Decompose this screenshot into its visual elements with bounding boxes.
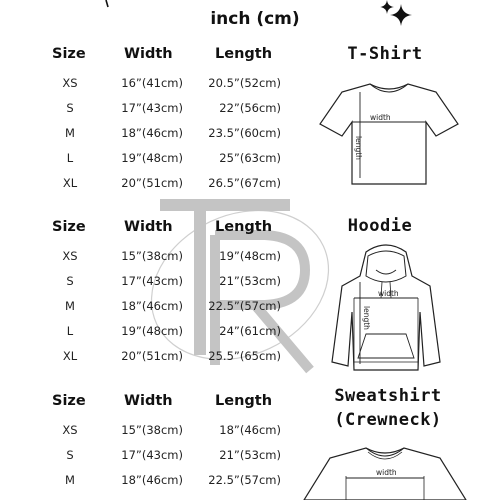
cell-size: S <box>66 448 74 462</box>
cell-length: 21”(53cm) <box>219 274 281 288</box>
sweatshirt-sublabel: (Crewneck) <box>334 410 442 430</box>
cell-length: 24”(61cm) <box>219 324 281 338</box>
cell-size: XL <box>62 176 78 190</box>
tshirt-length-label: length <box>354 136 363 160</box>
cell-length: 22.5”(57cm) <box>208 473 281 487</box>
cell-width: 20”(51cm) <box>121 176 183 190</box>
table-row <box>38 423 308 443</box>
cell-length: 18”(46cm) <box>219 423 281 437</box>
cell-length: 23.5”(60cm) <box>208 126 281 140</box>
table-row <box>38 324 308 344</box>
hoodie-diagram <box>330 242 442 374</box>
table-row <box>38 76 308 96</box>
cell-size: XS <box>62 249 78 263</box>
cropped-glyph <box>105 0 111 8</box>
cell-width: 20”(51cm) <box>121 349 183 363</box>
cell-size: M <box>65 126 75 140</box>
table-row <box>38 151 308 171</box>
hoodie-width-label: width <box>378 289 399 298</box>
cell-width: 19”(48cm) <box>121 324 183 338</box>
cell-size: S <box>66 274 74 288</box>
cell-width: 15”(38cm) <box>121 249 183 263</box>
cell-length: 22.5”(57cm) <box>208 299 281 313</box>
cell-size: S <box>66 101 74 115</box>
table-row <box>38 176 308 196</box>
cell-width: 17”(43cm) <box>121 448 183 462</box>
cell-length: 25”(63cm) <box>219 151 281 165</box>
cell-width: 16”(41cm) <box>121 76 183 90</box>
cell-length: 26.5”(67cm) <box>208 176 281 190</box>
cell-length: 20.5”(52cm) <box>208 76 281 90</box>
tshirt-diagram <box>318 78 460 190</box>
sweatshirt-label: Sweatshirt <box>334 386 442 406</box>
hoodie-label: Hoodie <box>347 216 413 236</box>
sparkle-icon <box>390 4 412 26</box>
header-width: Width <box>124 393 173 409</box>
cell-length: 19”(48cm) <box>219 249 281 263</box>
cell-length: 21”(53cm) <box>219 448 281 462</box>
header-length: Length <box>215 46 273 62</box>
table-row <box>38 249 308 269</box>
cell-size: XL <box>62 349 78 363</box>
cell-width: 19”(48cm) <box>121 151 183 165</box>
header-size: Size <box>52 219 86 235</box>
cell-width: 17”(43cm) <box>121 274 183 288</box>
cell-width: 15”(38cm) <box>121 423 183 437</box>
cell-width: 18”(46cm) <box>121 473 183 487</box>
cell-size: M <box>65 299 75 313</box>
tshirt-label: T-Shirt <box>347 44 423 64</box>
size-table-sweatshirt <box>38 393 308 493</box>
cell-length: 25.5”(65cm) <box>208 349 281 363</box>
cell-size: XS <box>62 76 78 90</box>
table-row <box>38 274 308 294</box>
table-row <box>38 448 308 468</box>
hoodie-length-label: length <box>362 306 371 330</box>
table-row <box>38 101 308 121</box>
cell-width: 18”(46cm) <box>121 126 183 140</box>
cell-size: XS <box>62 423 78 437</box>
table-row <box>38 349 308 369</box>
unit-title: inch (cm) <box>210 9 300 29</box>
header-length: Length <box>215 393 273 409</box>
cell-width: 18”(46cm) <box>121 299 183 313</box>
cell-length: 22”(56cm) <box>219 101 281 115</box>
cell-size: M <box>65 473 75 487</box>
cell-size: L <box>66 151 74 165</box>
sweatshirt-width-label: width <box>376 468 397 477</box>
table-row <box>38 473 308 493</box>
table-row <box>38 299 308 319</box>
size-table-tshirt <box>38 46 308 196</box>
header-width: Width <box>124 219 173 235</box>
size-table-hoodie <box>38 219 308 369</box>
header-length: Length <box>215 219 273 235</box>
tshirt-width-label: width <box>370 113 391 122</box>
cell-size: L <box>66 324 74 338</box>
header-size: Size <box>52 46 86 62</box>
table-row <box>38 126 308 146</box>
header-size: Size <box>52 393 86 409</box>
header-width: Width <box>124 46 173 62</box>
sweatshirt-diagram <box>300 440 470 500</box>
cell-width: 17”(43cm) <box>121 101 183 115</box>
